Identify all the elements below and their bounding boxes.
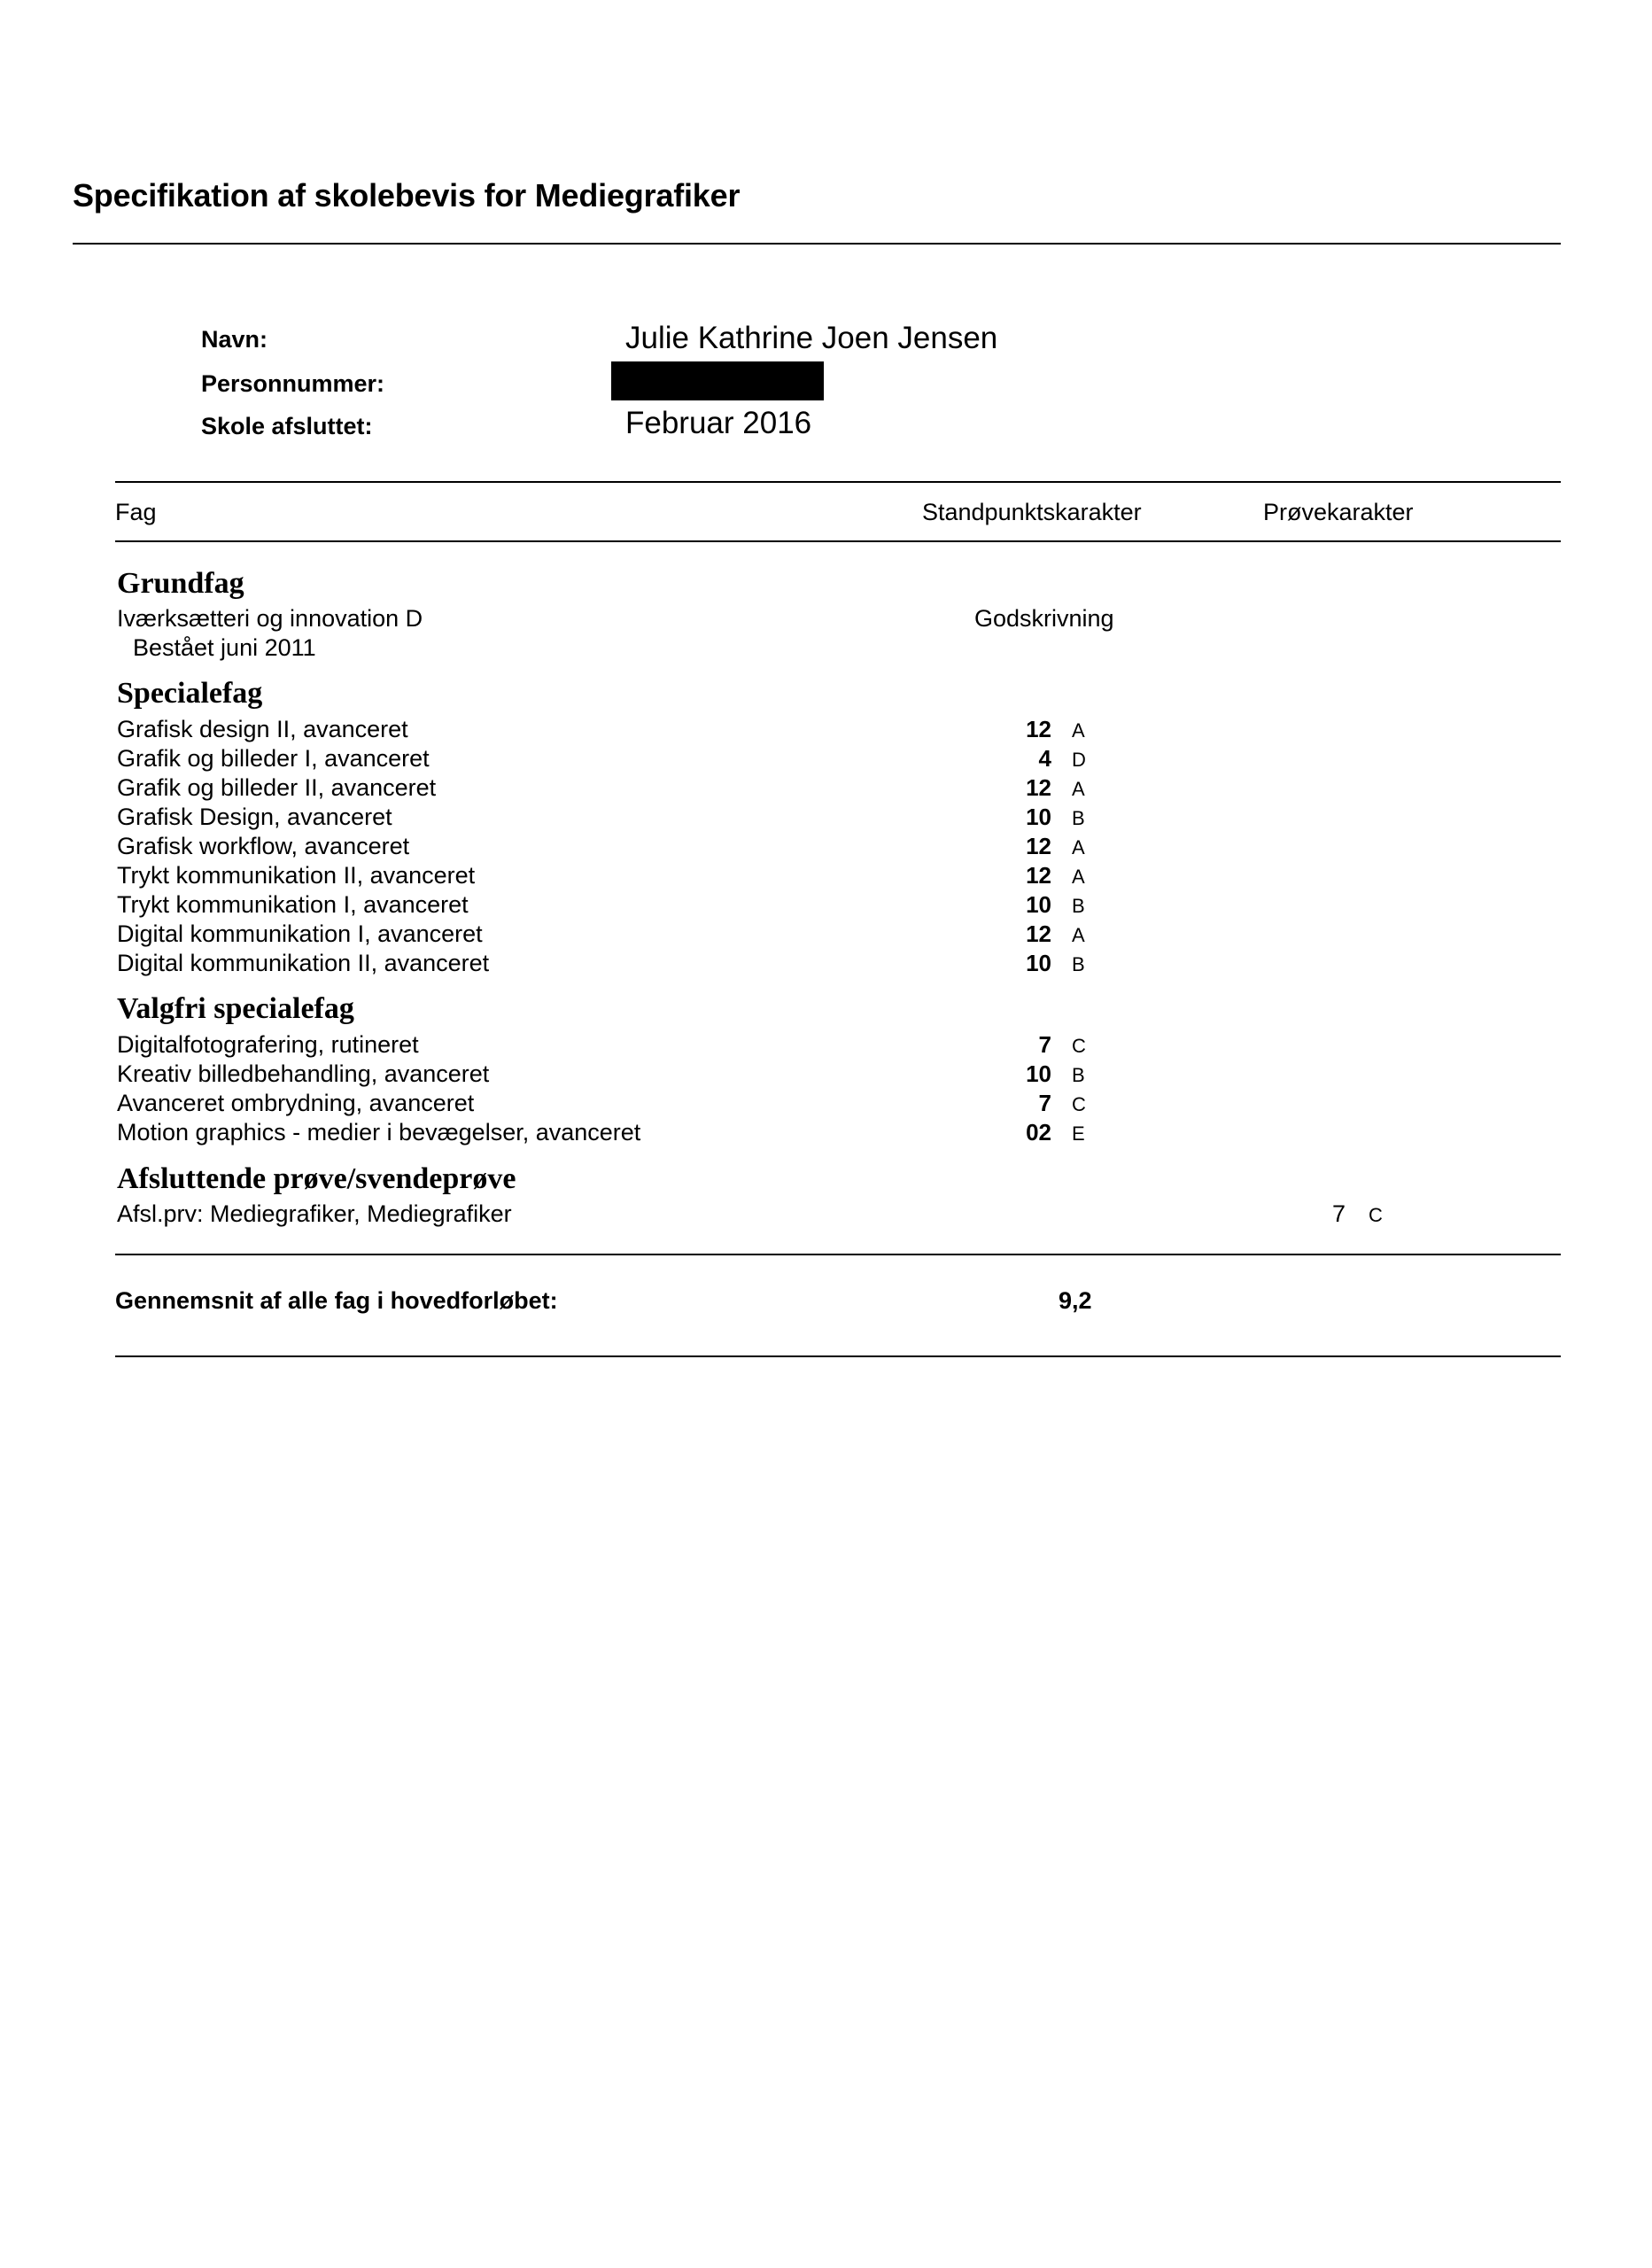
finished-value: Februar 2016 xyxy=(625,406,812,440)
subject-cell: Trykt kommunikation I, avanceret xyxy=(117,891,469,918)
grade-letter: A xyxy=(1072,924,1085,946)
subject-cell: Grafisk workflow, avanceret xyxy=(117,833,410,859)
average-label: Gennemsnit af alle fag i hovedforløbet: xyxy=(115,1287,558,1314)
grade-cell: 12 xyxy=(1026,920,1051,947)
subject-cell: Grafisk Design, avanceret xyxy=(117,804,392,830)
section-title-specialefag: Specialefag xyxy=(117,677,263,710)
grundfag-subject: Iværksætteri og innovation D xyxy=(117,605,423,632)
subject-cell: Kreativ billedbehandling, avanceret xyxy=(117,1060,490,1087)
subject-cell: Grafisk design II, avanceret xyxy=(117,716,408,742)
subject-cell: Digitalfotografering, rutineret xyxy=(117,1031,419,1058)
grade-letter: A xyxy=(1072,719,1085,742)
grade-cell: 12 xyxy=(1026,716,1051,742)
grade-letter: E xyxy=(1072,1122,1085,1145)
subject-cell: Digital kommunikation I, avanceret xyxy=(117,920,483,947)
grade-letter: B xyxy=(1072,895,1085,917)
page-title: Specifikation af skolebevis for Mediegrafiker xyxy=(73,177,741,214)
finished-label: Skole afsluttet: xyxy=(201,413,373,439)
subject-cell: Digital kommunikation II, avanceret xyxy=(117,950,490,976)
subject-cell: Trykt kommunikation II, avanceret xyxy=(117,862,476,889)
subject-cell: Grafik og billeder II, avanceret xyxy=(117,774,437,801)
grade-cell: 10 xyxy=(1026,1060,1051,1087)
afsluttende-exam-letter: C xyxy=(1369,1204,1383,1226)
table-header-divider xyxy=(115,540,1561,542)
subject-cell: Motion graphics - medier i bevægelser, avanceret xyxy=(117,1119,641,1146)
grade-letter: C xyxy=(1072,1035,1086,1057)
col-header-standpoint: Standpunktskarakter xyxy=(922,499,1142,525)
grade-cell: 7 xyxy=(1038,1090,1051,1116)
grade-letter: C xyxy=(1072,1093,1086,1115)
id-label: Personnummer: xyxy=(201,370,385,397)
grundfag-standpoint: Godskrivning xyxy=(974,605,1114,632)
grade-letter: D xyxy=(1072,749,1086,771)
afsluttende-subject: Afsl.prv: Mediegrafiker, Mediegrafiker xyxy=(117,1200,512,1227)
subject-cell: Grafik og billeder I, avanceret xyxy=(117,745,430,772)
grade-letter: B xyxy=(1072,1064,1085,1086)
col-header-exam: Prøvekarakter xyxy=(1263,499,1414,525)
col-header-subject: Fag xyxy=(115,499,157,525)
name-value: Julie Kathrine Joen Jensen xyxy=(625,321,998,355)
grade-cell: 12 xyxy=(1026,862,1051,889)
redacted-id-block xyxy=(611,361,824,400)
grade-letter: B xyxy=(1072,807,1085,829)
summary-divider xyxy=(115,1355,1561,1357)
grade-cell: 12 xyxy=(1026,774,1051,801)
section-title-valgfri: Valgfri specialefag xyxy=(117,992,354,1025)
name-label: Navn: xyxy=(201,326,268,353)
grade-cell: 7 xyxy=(1038,1031,1051,1058)
grade-letter: A xyxy=(1072,778,1085,800)
average-value: 9,2 xyxy=(1059,1287,1092,1314)
grundfag-note: Bestået juni 2011 xyxy=(133,634,316,661)
title-divider xyxy=(73,243,1561,245)
grade-cell: 10 xyxy=(1026,950,1051,976)
grade-cell: 4 xyxy=(1038,745,1051,772)
table-bottom-divider xyxy=(115,1254,1561,1255)
grade-cell: 10 xyxy=(1026,804,1051,830)
grade-letter: A xyxy=(1072,866,1085,888)
grade-letter: A xyxy=(1072,836,1085,858)
grade-cell: 10 xyxy=(1026,891,1051,918)
section-title-afsluttende: Afsluttende prøve/svendeprøve xyxy=(117,1162,516,1195)
grade-letter: B xyxy=(1072,953,1085,975)
grade-cell: 02 xyxy=(1026,1119,1051,1146)
table-top-divider xyxy=(115,481,1561,483)
afsluttende-exam-grade: 7 xyxy=(1332,1200,1346,1227)
grade-cell: 12 xyxy=(1026,833,1051,859)
subject-cell: Avanceret ombrydning, avanceret xyxy=(117,1090,475,1116)
section-title-grundfag: Grundfag xyxy=(117,567,244,600)
